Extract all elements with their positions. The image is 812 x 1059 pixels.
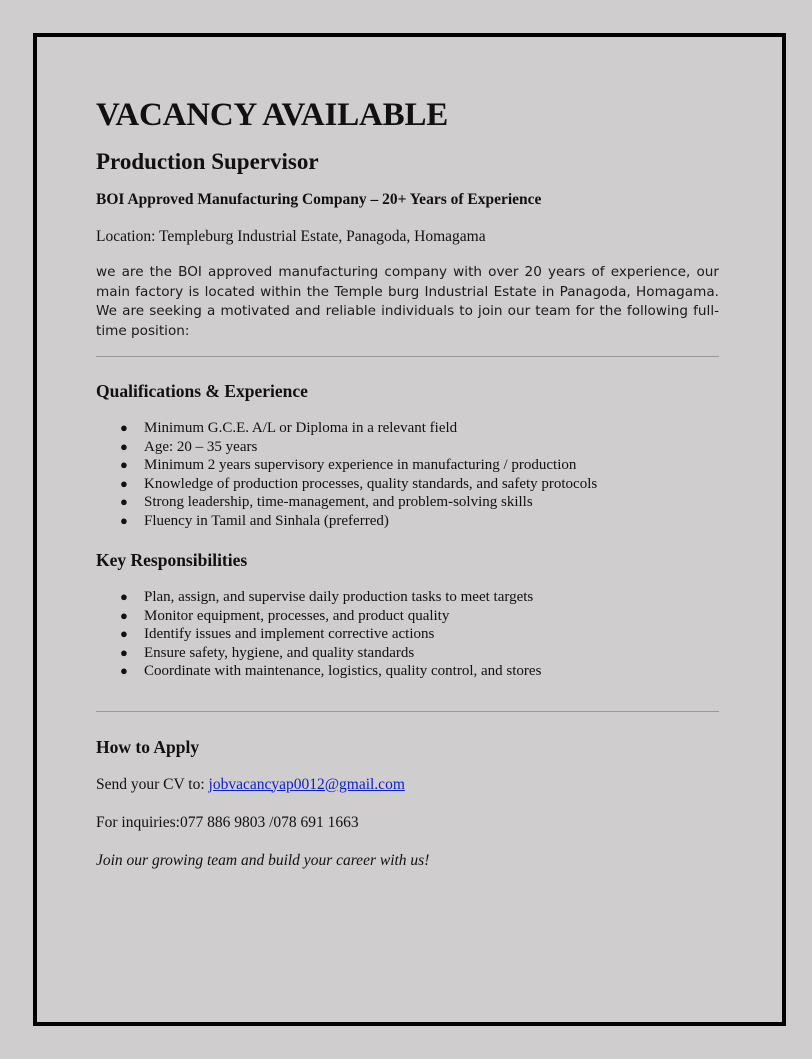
company-line: BOI Approved Manufacturing Company – 20+ Years of Experience	[96, 191, 542, 208]
list-item-text: Monitor equipment, processes, and product quality	[144, 607, 450, 624]
list-item	[96, 438, 719, 457]
page-title: VACANCY AVAILABLE	[96, 97, 449, 133]
apply-heading: How to Apply	[96, 736, 200, 757]
inquiries-line: For inquiries:077 886 9803 /078 691 1663	[96, 813, 359, 831]
divider	[96, 711, 719, 712]
bullet-icon: ●	[120, 420, 128, 435]
bullet-icon: ●	[120, 626, 128, 641]
list-item-text: Minimum 2 years supervisory experience in manufacturing / production	[144, 457, 577, 473]
responsibilities-list	[96, 588, 719, 681]
bullet-icon: ●	[120, 607, 128, 623]
list-item-text: Minimum G.C.E. A/L or Diploma in a relevant field	[144, 420, 458, 436]
bullet-icon: ●	[120, 438, 128, 454]
list-item-text: Strong leadership, time-management, and problem-solving skills	[144, 494, 533, 510]
list-item	[96, 607, 719, 626]
position-title: Production Supervisor	[96, 149, 319, 174]
list-item	[96, 475, 719, 494]
bullet-icon: ●	[120, 457, 128, 472]
list-item-text: Knowledge of production processes, quality standards, and safety protocols	[144, 475, 598, 492]
list-item	[96, 456, 719, 475]
intro-paragraph: we are the BOI approved manufacturing company with over 20 years of experience, our main factory is located within the Temple burg Industrial Estate in Panagoda, Homagama. We are seeking a motivated and reliable individuals to join our team for the following full-time position:	[96, 264, 719, 339]
qualifications-heading: Qualifications & Experience	[96, 381, 308, 401]
list-item-text: Fluency in Tamil and Sinhala (preferred)	[144, 512, 389, 529]
bullet-icon: ●	[120, 512, 128, 528]
email-link[interactable]: jobvacancyap0012@gmail.com	[208, 775, 405, 793]
responsibilities-heading: Key Responsibilities	[96, 550, 248, 570]
list-item	[96, 512, 719, 531]
vacancy-document	[96, 96, 719, 871]
closing-line: Join our growing team and build your career with us!	[96, 851, 430, 869]
list-item	[96, 625, 719, 644]
send-cv-line	[96, 775, 719, 795]
bullet-icon: ●	[120, 475, 128, 491]
divider	[96, 356, 719, 357]
list-item	[96, 644, 719, 663]
bullet-icon: ●	[120, 494, 128, 509]
list-item-text: Ensure safety, hygiene, and quality standards	[144, 644, 415, 661]
list-item	[96, 588, 719, 607]
list-item	[96, 493, 719, 512]
send-cv-label: Send your CV to:	[96, 775, 209, 793]
list-item-text: Plan, assign, and supervise daily production tasks to meet targets	[144, 589, 534, 605]
bullet-icon: ●	[120, 663, 128, 678]
location-line: Location: Templeburg Industrial Estate, Panagoda, Homagama	[96, 228, 486, 245]
list-item	[96, 662, 719, 681]
list-item-text: Coordinate with maintenance, logistics, quality control, and stores	[144, 663, 542, 679]
bullet-icon: ●	[120, 589, 128, 604]
list-item-text: Age: 20 – 35 years	[144, 438, 258, 455]
bullet-icon: ●	[120, 644, 128, 660]
list-item	[96, 419, 719, 438]
qualifications-list	[96, 419, 719, 530]
list-item-text: Identify issues and implement corrective actions	[144, 626, 435, 642]
